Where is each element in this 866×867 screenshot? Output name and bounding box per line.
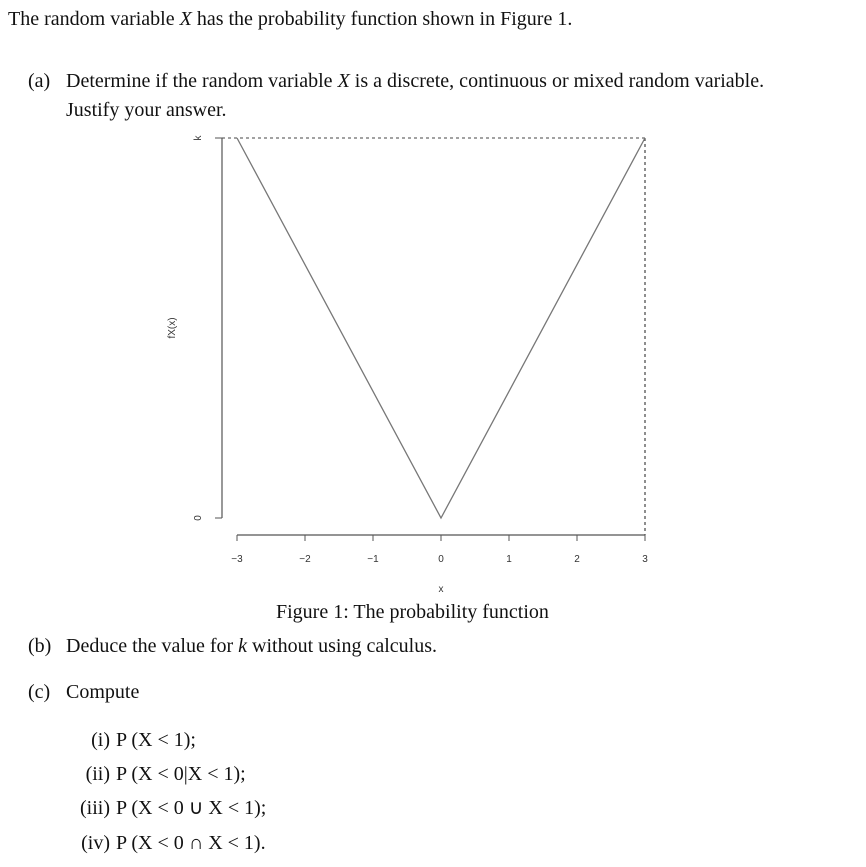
part-a-text: Determine if the random variable X is a discrete, continuous or mixed random variable. [66,70,765,92]
x-tick-label: 0 [438,554,444,565]
y-tick-label: 0 [193,515,204,521]
item-iv-expr: P (X < 0 ∩ X < 1). [116,832,266,854]
item-ii-expr: P (X < 0|X < 1); [116,763,246,785]
item-iii-expr: P (X < 0 ∪ X < 1); [116,797,267,819]
part-c-text: Compute [66,681,140,703]
intro-text: The random variable X has the probability function shown in Figure 1. [8,8,573,30]
x-tick-label: −3 [231,554,243,565]
x-tick-label: −1 [367,554,379,565]
part-a-label: (a) [28,70,51,92]
x-tick-label: 3 [642,554,648,565]
item-iii-label: (iii) [80,797,110,819]
series-line [237,138,645,518]
item-i-label: (i) [91,729,110,751]
part-a-text-line2: Justify your answer. [66,99,227,121]
part-b-text: Deduce the value for k without using calculus. [66,635,438,657]
figure-caption: Figure 1: The probability function [276,601,549,623]
x-tick-label: −2 [299,554,311,565]
item-ii-label: (ii) [85,763,110,785]
x-axis-label: x [438,584,444,595]
item-iv-label: (iv) [81,832,110,854]
item-i-expr: P (X < 1); [116,729,196,751]
x-tick-label: 1 [506,554,512,565]
part-b-label: (b) [28,635,52,657]
y-tick-label: k [193,135,204,141]
part-c-label: (c) [28,681,51,703]
y-axis-label: fX(x) [167,317,178,339]
x-tick-label: 2 [574,554,580,565]
